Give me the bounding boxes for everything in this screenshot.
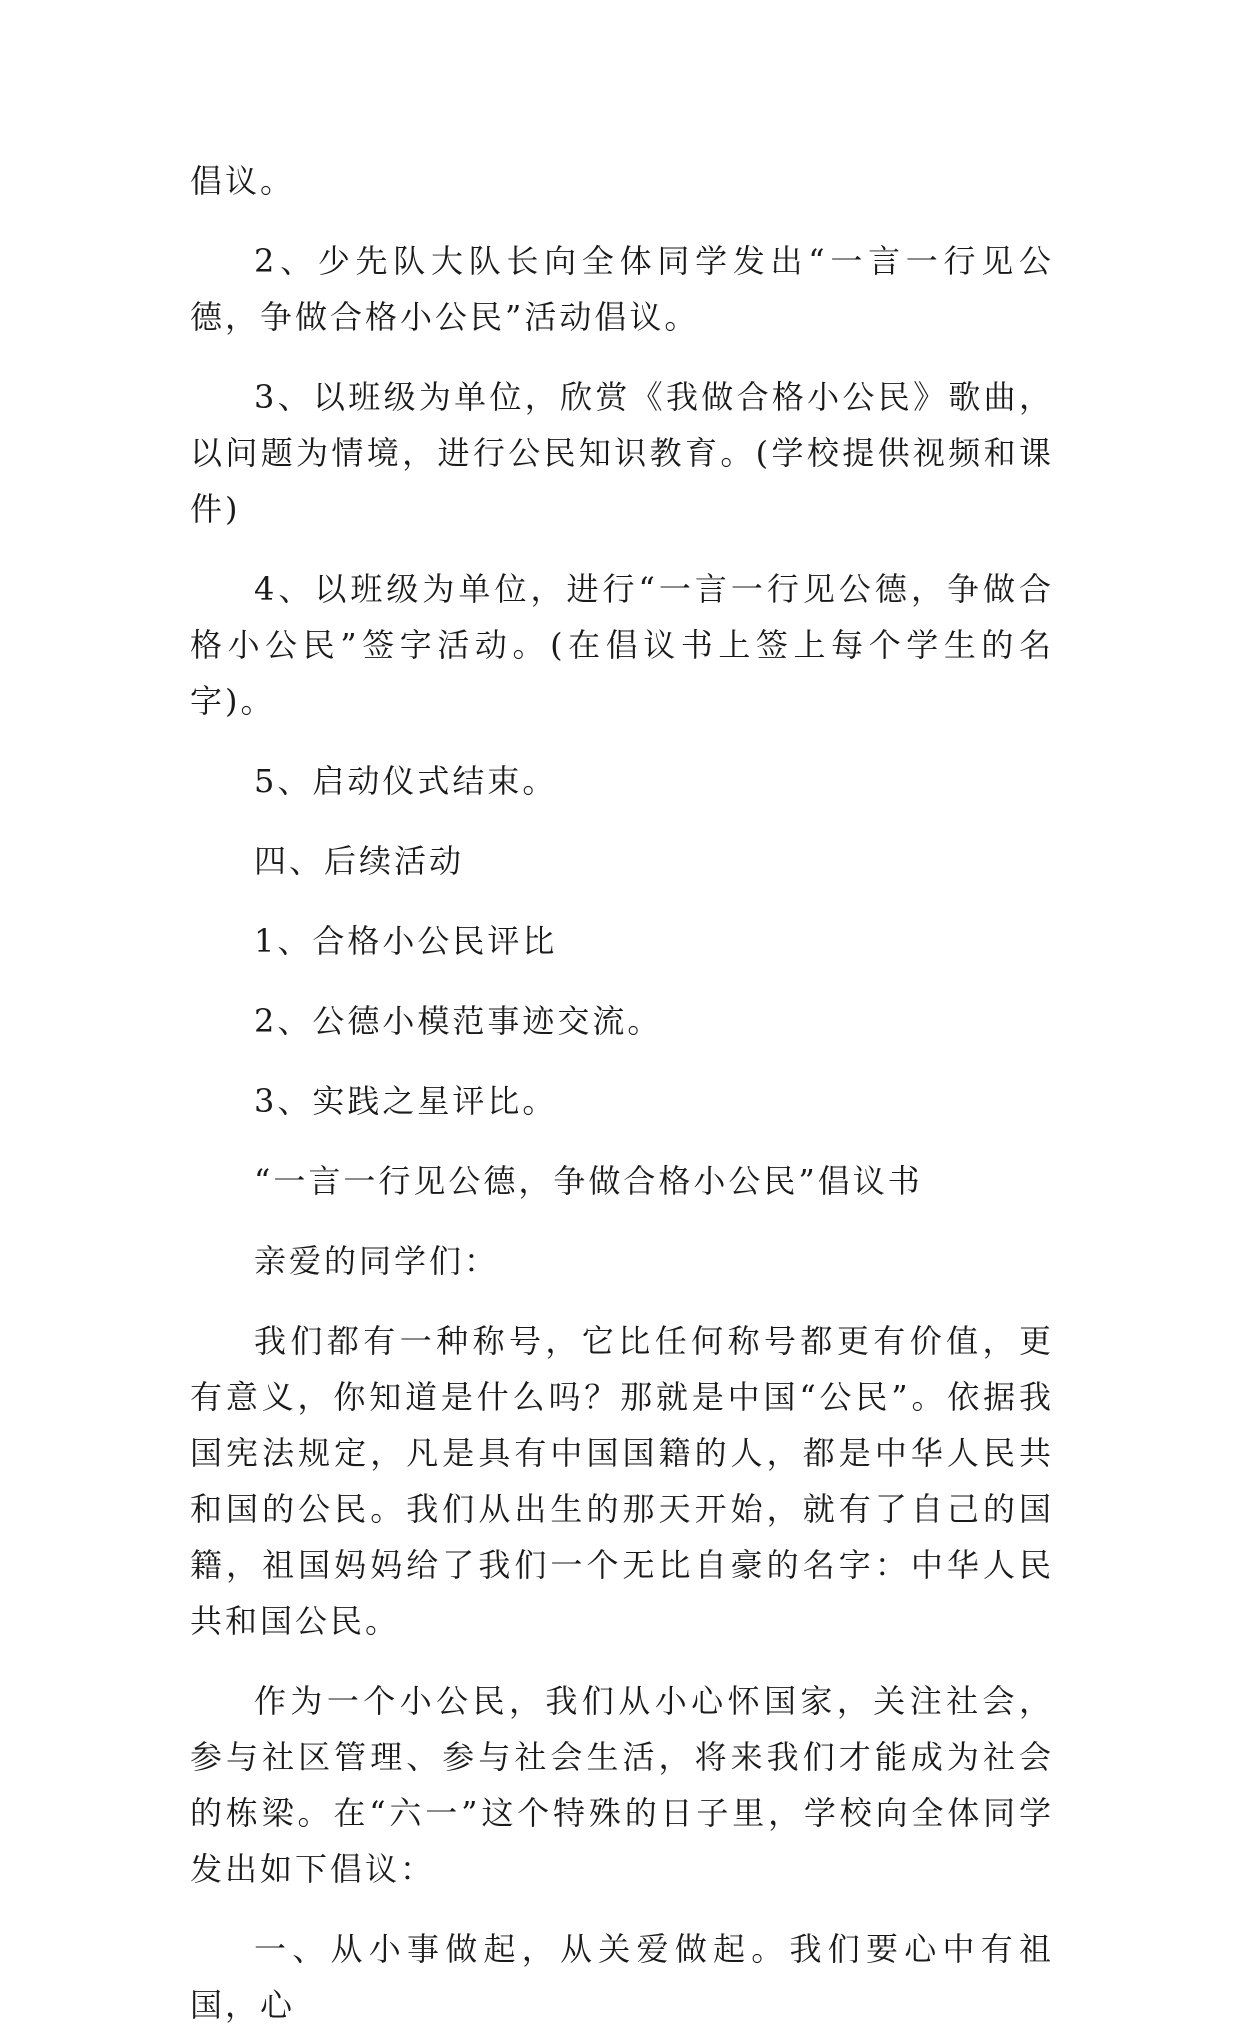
salutation: 亲爱的同学们： [254,1242,500,1280]
proposal-title: “一言一行见公德，争做合格小公民”倡议书 [254,1162,923,1200]
proposal-paragraph-1: 我们都有一种称号，它比任何称号都更有价值，更有意义，你知道是什么吗？那就是中国“公民”。依据我国宪法规定，凡是具有中国国籍的人，都是中华人民共和国的公民。我们从出生的那天开始，就有了自己的国籍，祖国妈妈给了我们一个无比自豪的名字：中华人民共和国公民。 [190,1322,1054,1640]
paragraph-item-3: 3、以班级为单位，欣赏《我做合格小公民》歌曲，以问题为情境，进行公民知识教育。(学校提供视频和课件) [190,378,1054,528]
paragraph-item-5: 5、启动仪式结束。 [254,762,558,800]
follow-up-item-2: 2、公德小模范事迹交流。 [254,1002,663,1040]
paragraph-continuation: 倡议。 [190,162,296,200]
proposal-point-1: 一、从小事做起，从关爱做起。我们要心中有祖国，心 [190,1930,1054,2024]
paragraph-item-4: 4、以班级为单位，进行“一言一行见公德，争做合格小公民”签字活动。(在倡议书上签上每个学生的名字)。 [190,570,1054,720]
document-body [190,153,1054,2033]
section-heading-follow-up: 四、后续活动 [254,842,465,880]
follow-up-item-1: 1、合格小公民评比 [254,922,558,960]
follow-up-item-3: 3、实践之星评比。 [254,1082,558,1120]
paragraph-item-2: 2、少先队大队长向全体同学发出“一言一行见公德，争做合格小公民”活动倡议。 [190,242,1054,336]
proposal-paragraph-2: 作为一个小公民，我们从小心怀国家，关注社会，参与社区管理、参与社会生活，将来我们才能成为社会的栋梁。在“六一”这个特殊的日子里，学校向全体同学发出如下倡议： [190,1682,1054,1888]
